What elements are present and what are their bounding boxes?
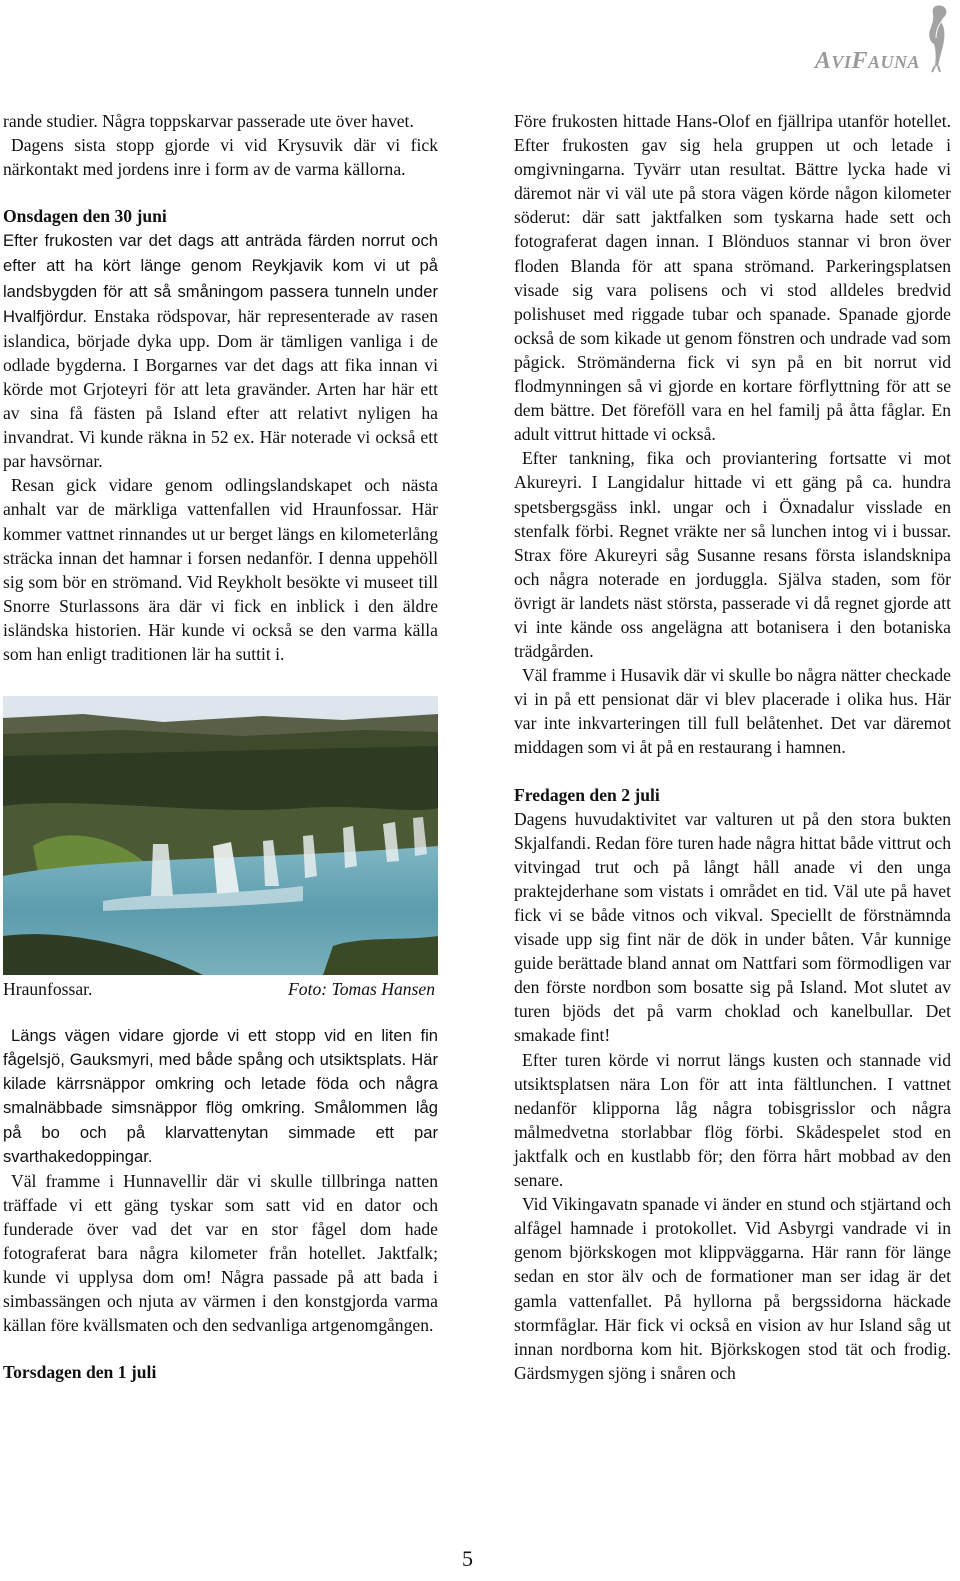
page-number: 5 [462,1546,473,1571]
paragraph-wednesday-4: Väl framme i Hunnavellir där vi skulle tillbringa natten träffade vi ett gäng tyskar som satt vid en dator och funderade över vad det var en stor fågel dom hade fotograferat bara några kilometer från hotellet. Jaktfalk; kunde vi upplysa dom om! Några passade på att bada i simbassängen och njuta av värmen i den konstgjorda varma källan före kvällsmaten och den sedvanliga artgenomgången. [3,1170,438,1336]
heading-wednesday: Onsdagen den 30 juni [3,206,167,227]
paragraph-thursday-3: Väl framme i Husavik där vi skulle bo några nätter checkade vi in på ett pensionat där vi blev placerade i olika hus. Här var inte inkvarteringen till full belåtenhet. Det var däremot middagen som vi åt på en restaurang i hamnen. [514,665,951,758]
paragraph-wednesday-1 [3,228,438,473]
paragraph-wednesday-3: Längs vägen vidare gjorde vi ett stopp vid en liten fin fågelsjö, Gauksmyri, med både spång och utsiktsplats. Här kilade kärrsnäppor omkring och letade föda och några smalnäbbade simsnäppor flög omkring. Smålommen låg på bo och på klarvattenytan simmade ett par svarthakedoppingar. [3,1026,438,1166]
paragraph-wednesday-2: Resan gick vidare genom odlingslandskapet och nästa anhalt var de märkliga vattenfallen vid Hraunfossar. Här kommer vattnet rinnandes ut ur berget längs en kilometerlång sträcka innan det hamnar i forsen nedanför. I denna uppehöll sig som bör en strömand. Vid Reykholt besökte vi museet till Snorre Sturlassons ära där vi fick en inblick i den äldre isländska historien. Här kunde vi också se den varma källa som han enligt traditionen lär ha suttit i. [3,475,438,664]
hraunfossar-photo [3,696,438,975]
paragraph-intro: rande studier. Några toppskarvar passerade ute över havet. [3,111,414,131]
caption-credit: Foto: Tomas Hansen [288,979,435,1000]
paragraph-wednesday-1-sans: Efter frukosten var det dags att anträda färden norrut och efter att ha kört länge genom Reykjavik kom vi ut på landsbygden för att så småningom passera tunneln under Hvalfjördur. [3,231,438,326]
photo-caption [3,977,438,1001]
paragraph-friday-1: Dagens huvudaktivitet var valturen ut på den stora bukten Skjalfandi. Redan före turen hade några hittat både vittrut och vitvingad trut och på långt håll anade vi den unga praktejderhane som vistats i området en tid. Väl ute på havet fick vi se både vitnos och vikval. Speciellt de förstnämnda visade upp sig fint när de dök in under båten. Vår kunnige guide berättade bland annat om Nattfari som förmodligen var den förste nordbon som bosatte sig på Island. Mot slutet av turen bjöds det på varm choklad och kanelbullar. Det smakade fint! [514,808,951,1046]
left-column [3,109,438,1384]
paragraph-friday-3: Vid Vikingavatn spanade vi änder en stund och stjärtand och alfågel hamnade i protokollet. Vid Asbyrgi vandrade vi in genom björkskogen mot klippväggarna. Här rann för länge sedan en stor älv och de formationer man ser idag är det gamla vattenfallet. På hyllorna på bergssidorna häckade stormfåglar. Här fick vi också en vision av hur Island såg ut innan nordborna kom hit. Björkskogen stod tät och frodig. Gärdsmygen sjöng i snåren och [514,1194,951,1383]
paragraph-thursday-2: Efter tankning, fika och proviantering fortsatte vi mot Akureyri. I Langidalur hittade vi ett gäng på ca. hundra spetsbergsgäss inkl. ungar och i Öxnadalur visslade en stenfalk förbi. Regnet vräkte ner så lunchen intog vi i bussar. Strax före Akureyri såg Susanne resans första islandsknipa och några noterade en jorduggla. Själva staden, som för övrigt är landets näst största, passerade vi då regnet gjorde att vi inte kände oss angelägna att botanisera i den botaniska trädgården. [514,448,951,662]
caption-place: Hraunfossar. [3,979,93,1000]
paragraph-thursday-1: Före frukosten hittade Hans-Olof en fjällripa utanför hotellet. Efter frukosten gav sig hela gruppen ut och letade i omgivningarna. Tyvärr utan resultat. Bättre lycka hade vi däremot när vi väl ute på stora vägen körde någon kilometer söderut: där satt jaktfalken som tyskarna hade sett och fotograferat dagen innan. I Blönduos stannar vi bron över floden Blanda för att spana strömand. Parkeringsplatsen visade sig vara polisens och vi stod alldeles bredvid polishuset med riggade tubar och spanade. Spanade gjorde också de som kikade ut genom fönstren och undrade vad som pågick. Strömänderna fick vi syn på en bit norrut vid flodmynningen så vi gjorde en kortare förflyttning för att se dem bättre. Det föreföll vara en hel familj på åtta fåglar. En adult vittrut hittade vi också. [514,111,951,445]
bird-logo-icon [914,2,954,74]
right-column [514,109,951,1385]
avifauna-logo [764,2,954,74]
paragraph-intro-2: Dagens sista stopp gjorde vi vid Krysuvik där vi fick närkontakt med jordens inre i form av de varma källorna. [3,135,438,180]
logo-wordmark: AVIFAUNA [814,48,920,74]
paragraph-friday-2: Efter turen körde vi norrut längs kusten och stannade vid utsiktsplatsen nära Lon för att inta fältlunchen. I vattnet nedanför klipporna låg några tobisgrisslor och några målmedvetna storlabbar flög förbi. Skådespelet stod en jaktfalk och en kustlabb för; den förra hårt mobbad av den senare. [514,1049,951,1191]
paragraph-wednesday-1-rest: Enstaka rödspovar, här representerade av rasen islandica, började dyka upp. Dom är tämligen vanliga i de odlade bygderna. I Borgarnes var det dags att fika innan vi körde mot Grjoteyri för att leta gravänder. Arten har här ett av sina få fästen på Island efter att relativt nyligen ha invandrat. Vi kunde räkna in 52 ex. Här noterade vi också ett par havsörnar. [3,305,438,472]
heading-friday: Fredagen den 2 juli [514,784,660,805]
heading-thursday: Torsdagen den 1 juli [3,1362,157,1383]
